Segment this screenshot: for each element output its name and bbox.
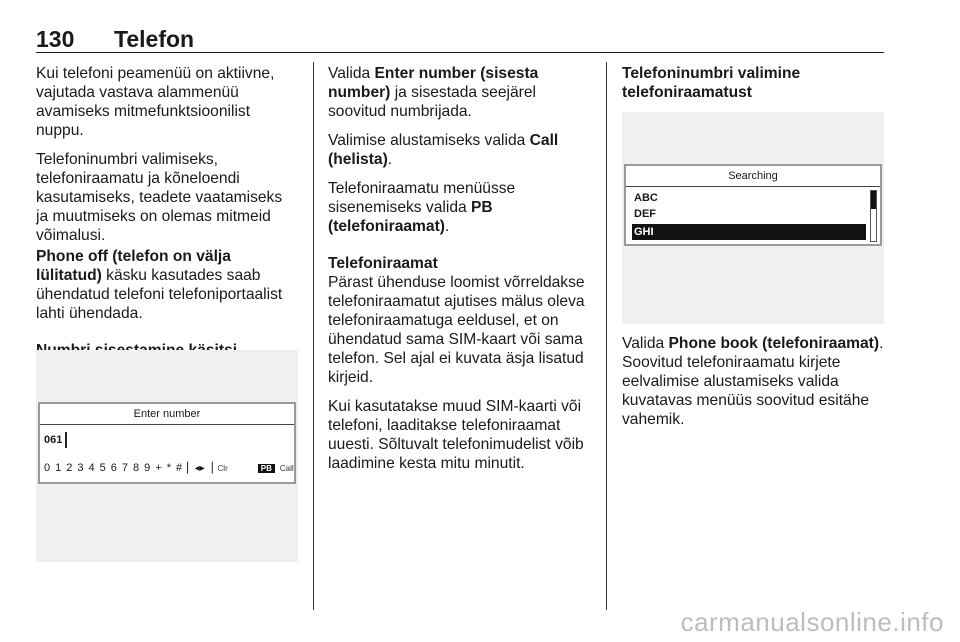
- key-5[interactable]: 5: [99, 462, 106, 474]
- page-title: Telefon: [114, 26, 195, 52]
- call-button[interactable]: Call: [279, 463, 294, 473]
- list-item-selected[interactable]: GHI: [632, 224, 866, 240]
- paragraph-phonebook: Telefoniraamatu menüüsse sisenemiseks valida PB (telefoniraamat).: [328, 180, 516, 235]
- key-2[interactable]: 2: [66, 462, 73, 474]
- paragraph-enter-number: Valida Enter number (sisesta number) ja sisestada seejärel soovitud numbrijada.: [328, 65, 539, 120]
- enter-number-screen: [38, 402, 296, 484]
- column-divider-1: [313, 62, 314, 610]
- key-6[interactable]: 6: [110, 462, 117, 474]
- paragraph-phone-off: Phone off (telefon on välja lülitatud) käsku kasutades saab ühendatud telefoni telefoniportaalist lahti ühendada.: [36, 248, 283, 322]
- phone-off-term: Phone off (telefon on välja lülitatud): [36, 248, 231, 284]
- key-3[interactable]: 3: [77, 462, 84, 474]
- section-heading-dial-from-phonebook: Telefoninumbri valimine telefoniraamatust: [622, 65, 801, 101]
- column-1: [36, 64, 298, 370]
- entered-number: 061: [44, 434, 63, 446]
- page-number: 130: [36, 26, 75, 52]
- phonebook-screen: [624, 164, 882, 246]
- cursor-arrows-icon[interactable]: ▏◂▸▕: [187, 462, 213, 474]
- paragraph-sync: Pärast ühenduse loomist võrreldakse telefoniraamatut ajutises mälus oleva telefoniraamatuga eeldusel, et on ühendatud sama SIM-kaart või sama telefon. Sel ajal ei kuvata äsja lisatud kirjeid.: [328, 274, 585, 386]
- paragraph-options: Telefoninumbri valimiseks, telefoniraamatu ja kõneloendi kasutamiseks, teadete vaatamiseks ja muutmiseks on olemas mitmeid võimalusi.: [36, 151, 283, 244]
- header-rule: [36, 52, 884, 53]
- key-7[interactable]: 7: [121, 462, 128, 474]
- key-4[interactable]: 4: [88, 462, 95, 474]
- screen-title: Searching: [626, 166, 880, 187]
- section-heading-phonebook: Telefoniraamat: [328, 255, 438, 272]
- key-star[interactable]: *: [166, 462, 171, 474]
- key-0[interactable]: 0: [44, 462, 51, 474]
- pb-term: PB (telefoniraamat): [328, 199, 493, 235]
- screen-title: Enter number: [40, 404, 294, 425]
- column-divider-2: [606, 62, 607, 610]
- phone-book-term: Phone book (telefoniraamat): [668, 335, 880, 352]
- figure-phonebook-search: [622, 112, 884, 324]
- phonebook-button[interactable]: PB: [258, 464, 275, 473]
- paragraph-intro: Kui telefoni peamenüü on aktiivne, vajutada vastava alammenüü avamiseks mitmefunktsioonilist nuppu.: [36, 65, 275, 139]
- scrollbar[interactable]: [870, 190, 877, 242]
- column-3: [622, 64, 884, 112]
- key-plus[interactable]: +: [155, 462, 162, 474]
- list-item[interactable]: ABC: [634, 192, 658, 204]
- keypad-row: [44, 462, 299, 474]
- key-8[interactable]: 8: [133, 462, 140, 474]
- list-item[interactable]: DEF: [634, 208, 656, 220]
- key-hash[interactable]: #: [175, 462, 183, 474]
- column-2: [328, 64, 594, 483]
- key-1[interactable]: 1: [55, 462, 62, 474]
- scrollbar-thumb[interactable]: [871, 191, 876, 209]
- paragraph-call: Valimise alustamiseks valida Call (helista).: [328, 132, 559, 168]
- enter-number-term: Enter number (sisesta number): [328, 65, 539, 101]
- paragraph-reload: Kui kasutatakse muud SIM-kaarti või telefoni, laaditakse telefoniraamat uuesti. Sõltuvalt telefonimudelist võib laadimine kesta mitu minutit.: [328, 398, 584, 472]
- figure-enter-number: [36, 350, 298, 562]
- watermark: carmanualsonline.info: [680, 607, 944, 637]
- text-caret: [65, 432, 67, 448]
- paragraph-select-phonebook: Valida Phone book (telefoniraamat). Soovitud telefoniraamatu kirjete eelvalimise alustamiseks valida kuvatavas menüüs soovitud esitähe vahemik.: [622, 335, 884, 428]
- clear-button[interactable]: Clr: [217, 463, 228, 473]
- call-term: Call (helista): [328, 132, 559, 168]
- column-3-lower: [622, 334, 884, 439]
- key-9[interactable]: 9: [144, 462, 151, 474]
